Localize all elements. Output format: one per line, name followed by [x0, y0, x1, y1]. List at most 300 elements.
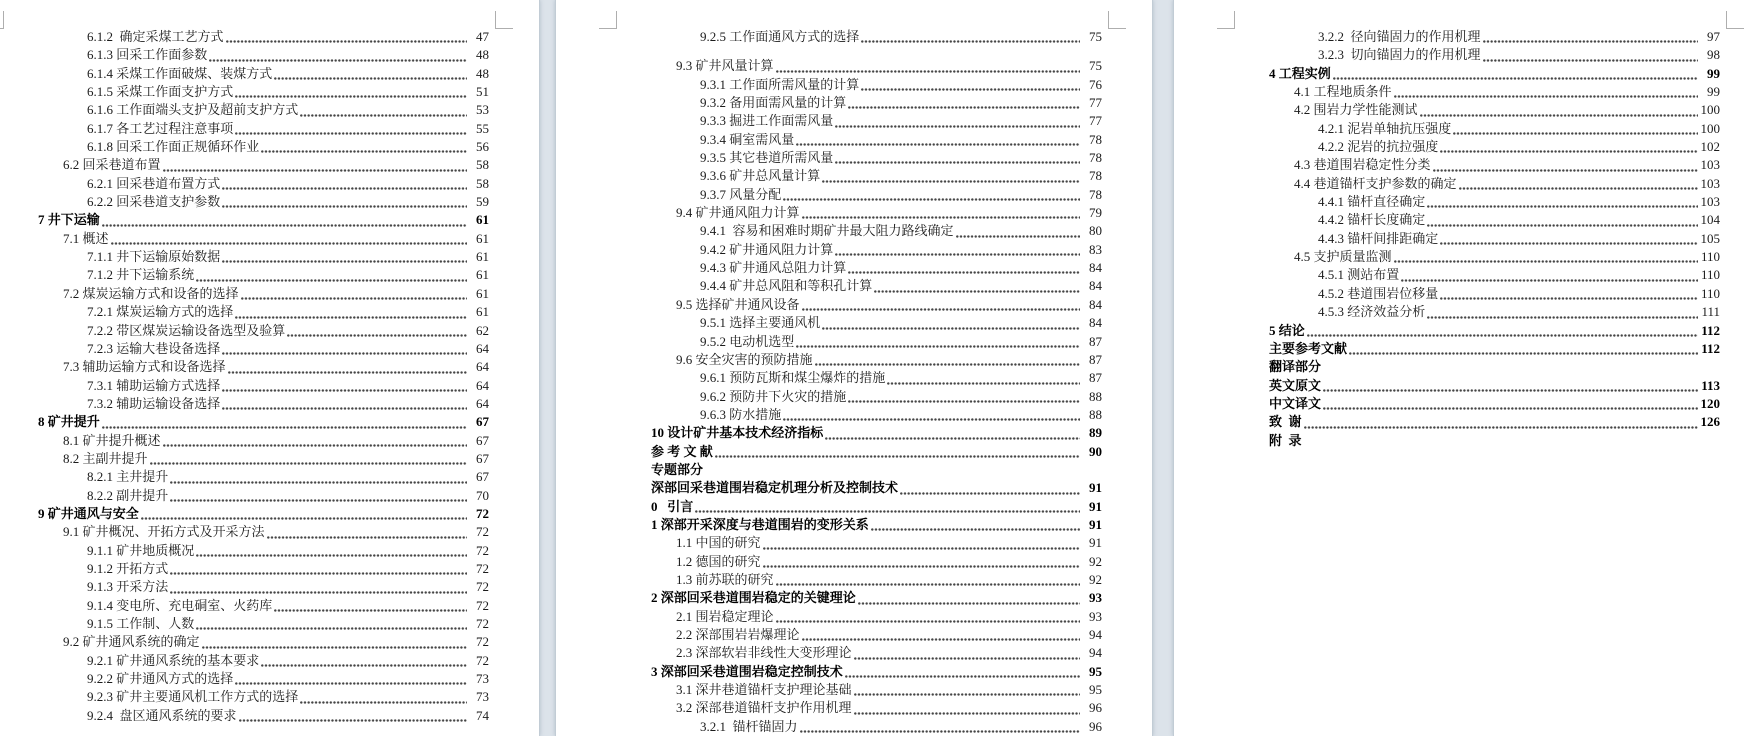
toc-entry-title: 6.1.2 确定采煤工艺方式 [87, 29, 224, 44]
toc-entry[interactable] [1318, 211, 1720, 229]
dot-leader [209, 59, 467, 62]
toc-entry-page-number: 48 [476, 47, 489, 63]
toc-entry[interactable] [676, 296, 1102, 314]
toc-entry[interactable] [1318, 138, 1720, 156]
toc-entry[interactable] [651, 663, 1102, 681]
dot-leader [776, 70, 1080, 73]
toc-entry[interactable] [676, 57, 1102, 75]
toc-entry[interactable] [63, 432, 489, 450]
toc-entry-title: 6.1.4 采煤工作面破煤、装煤方式 [87, 65, 273, 81]
dot-leader [1333, 77, 1698, 80]
toc-entry-page-number: 48 [476, 65, 489, 81]
toc-entry-title: 9.5.1 选择主要通风机 [700, 315, 821, 331]
toc-entry-page-number: 61 [476, 267, 489, 283]
toc-entry-title: 4.5.1 测站布置 [1318, 267, 1400, 283]
toc-entry-title: 4.5 支护质量监测 [1294, 249, 1392, 265]
dot-leader [871, 528, 1080, 531]
toc-entry[interactable] [87, 65, 489, 83]
toc-entry-page-number: 103 [1700, 157, 1720, 173]
dot-leader [235, 95, 467, 98]
toc-entry[interactable] [87, 266, 489, 284]
toc-entry[interactable] [676, 608, 1102, 626]
toc-entry-page-number: 67 [476, 469, 489, 485]
toc-entry-title: 4.2.1 泥岩单轴抗压强度 [1318, 120, 1452, 136]
toc-entry[interactable] [38, 505, 489, 523]
toc-entry-title: 9.2.2 矿井通风方式的选择 [87, 671, 234, 687]
dot-leader [222, 260, 467, 263]
toc-entry-title: 0 引言 [651, 498, 694, 514]
toc-entry[interactable] [676, 553, 1102, 571]
toc-entry[interactable] [87, 597, 489, 615]
toc-entry-title: 7.2 煤炭运输方式和设备的选择 [63, 285, 239, 301]
dot-leader [796, 345, 1080, 348]
toc-entry-title: 4 工程实例 [1269, 65, 1331, 81]
toc-entry[interactable] [87, 468, 489, 486]
dot-leader [274, 77, 467, 80]
toc-entry-title: 9.3.6 矿井总风量计算 [700, 168, 821, 184]
toc-entry[interactable] [1318, 285, 1720, 303]
toc-entry-title: 9.6.3 防水措施 [700, 406, 782, 422]
toc-entry[interactable] [651, 498, 1102, 516]
dot-leader [858, 602, 1080, 605]
margin-crop-mark-top-right-icon [1108, 11, 1126, 29]
toc-entry-title: 9.4.2 矿井通风阻力计算 [700, 241, 834, 257]
toc-entry-page-number: 110 [1700, 267, 1720, 283]
dot-leader [776, 583, 1080, 586]
dot-leader [235, 316, 467, 319]
dot-leader [170, 481, 467, 484]
toc-entry[interactable] [1269, 65, 1720, 83]
toc-entry[interactable] [63, 450, 489, 468]
dot-leader [1483, 40, 1698, 43]
dot-leader [1394, 95, 1698, 98]
toc-entry-page-number: 89 [1089, 425, 1102, 441]
toc-entry-page-number: 61 [476, 249, 489, 265]
toc-entry-page-number: 73 [476, 689, 489, 705]
toc-entry[interactable] [1269, 358, 1720, 376]
toc-entry-page-number: 47 [476, 29, 489, 44]
toc-entry-title: 9.4.4 矿井总风阻和等积孔计算 [700, 278, 873, 294]
toc-entry-page-number: 87 [1089, 333, 1102, 349]
toc-entry[interactable] [1318, 46, 1720, 64]
toc-entry-title: 英文原文 [1269, 377, 1322, 393]
toc-entry-title: 6.2 回采巷道布置 [63, 157, 161, 173]
toc-entry[interactable] [87, 46, 489, 64]
toc-entry-title: 7.3 辅助运输方式和设备选择 [63, 359, 226, 375]
toc-entry[interactable] [651, 589, 1102, 607]
toc-entry[interactable] [700, 369, 1102, 387]
toc-entry-title: 4.2.2 泥岩的抗拉强度 [1318, 139, 1439, 155]
dot-leader [222, 205, 467, 208]
toc-entry-page-number: 93 [1089, 608, 1102, 624]
toc-entry-page-number: 91 [1089, 480, 1102, 496]
toc-entry-page-number: 84 [1089, 278, 1102, 294]
toc-entry-title: 附 录 [1269, 432, 1302, 448]
toc-entry-title: 4.4.3 锚杆间排距确定 [1318, 230, 1439, 246]
toc-entry[interactable] [87, 652, 489, 670]
dot-leader [111, 242, 467, 245]
toc-entry[interactable] [676, 681, 1102, 699]
dot-leader [825, 437, 1080, 440]
toc-entry[interactable] [1294, 175, 1720, 193]
toc-entry[interactable] [87, 615, 489, 633]
dot-leader [796, 143, 1080, 146]
toc-entry-page-number: 93 [1089, 590, 1102, 606]
toc-entry-title: 9.6.1 预防瓦斯和煤尘爆炸的措施 [700, 370, 886, 386]
toc-entry-title: 6.1.7 各工艺过程注意事项 [87, 120, 234, 136]
toc-entry-page-number: 87 [1089, 351, 1102, 367]
dot-leader [783, 198, 1080, 201]
toc-entry[interactable] [87, 101, 489, 119]
document-page-1[interactable] [0, 0, 540, 736]
toc-entry-title: 7.3.1 辅助运输方式选择 [87, 377, 221, 393]
toc-entry[interactable] [87, 670, 489, 688]
toc-entry-title: 8.1 矿井提升概述 [63, 432, 161, 448]
toc-entry[interactable] [651, 424, 1102, 442]
margin-crop-mark-top-right-icon [1726, 11, 1744, 29]
toc-entry[interactable] [87, 120, 489, 138]
toc-entry-title: 4.5.2 巷道围岩位移量 [1318, 285, 1439, 301]
toc-entry-page-number: 79 [1089, 205, 1102, 221]
toc-entry[interactable] [1269, 413, 1720, 431]
toc-entry[interactable] [87, 542, 489, 560]
toc-entry-page-number: 73 [476, 671, 489, 687]
toc-entry-page-number: 100 [1700, 120, 1720, 136]
toc-entry-page-number: 91 [1089, 535, 1102, 551]
toc-entry-title: 1.3 前苏联的研究 [676, 571, 774, 587]
dot-leader [695, 510, 1080, 513]
toc-entry-page-number: 64 [476, 395, 489, 411]
dot-leader [1323, 389, 1698, 392]
toc-entry-title: 3.2.3 切向锚固力的作用机理 [1318, 47, 1481, 63]
toc-entry-page-number: 61 [476, 304, 489, 320]
toc-entry-title: 9.3.5 其它巷道所需风量 [700, 150, 834, 166]
dot-leader [222, 389, 467, 392]
dot-leader [163, 169, 467, 172]
toc-entry[interactable] [1294, 83, 1720, 101]
toc-entry[interactable] [87, 578, 489, 596]
toc-entry-page-number: 112 [1701, 340, 1720, 356]
dot-leader [887, 382, 1080, 385]
toc-entry-page-number: 110 [1700, 285, 1720, 301]
toc-entry[interactable] [700, 186, 1102, 204]
dot-leader [845, 675, 1080, 678]
toc-entry[interactable] [63, 358, 489, 376]
dot-leader [1323, 407, 1698, 410]
toc-entry-title: 6.1.8 回采工作面正规循环作业 [87, 139, 260, 155]
toc-entry-title: 主要参考文献 [1269, 340, 1348, 356]
toc-entry[interactable] [1294, 101, 1720, 119]
toc-entry-page-number: 61 [476, 230, 489, 246]
toc-entry[interactable] [1318, 28, 1720, 46]
toc-entry-title: 2 深部回采巷道围岩稳定的关键理论 [651, 590, 856, 606]
dot-leader [835, 125, 1080, 128]
toc-entry-title: 9.1.3 开采方法 [87, 579, 169, 595]
dot-leader [226, 40, 467, 43]
toc-entry-page-number: 72 [476, 597, 489, 613]
toc-entry[interactable] [87, 138, 489, 156]
toc-entry-title: 8 矿井提升 [38, 414, 100, 430]
toc-entry[interactable] [87, 175, 489, 193]
dot-leader [715, 455, 1080, 458]
toc-entry[interactable] [1318, 120, 1720, 138]
toc-entry[interactable] [1318, 193, 1720, 211]
toc-entry-title: 5 结论 [1269, 322, 1305, 338]
toc-entry-page-number: 113 [1701, 377, 1720, 393]
dot-leader [1459, 187, 1698, 190]
dot-leader [1349, 352, 1698, 355]
toc-entry[interactable] [651, 461, 1102, 479]
toc-entry-title: 9.6.2 预防井下火灾的措施 [700, 388, 847, 404]
toc-entry[interactable] [87, 688, 489, 706]
toc-entry-page-number: 75 [1089, 29, 1102, 44]
toc-entry[interactable] [700, 76, 1102, 94]
toc-entry[interactable] [1269, 432, 1720, 450]
toc-entry[interactable] [87, 28, 489, 46]
toc-entry[interactable] [63, 633, 489, 651]
toc-entry-page-number: 70 [476, 487, 489, 503]
toc-entry-page-number: 110 [1700, 249, 1720, 265]
toc-entry-title: 2.1 围岩稳定理论 [676, 608, 774, 624]
dot-leader [287, 334, 467, 337]
document-page-2[interactable] [555, 0, 1153, 736]
toc-entry[interactable] [38, 211, 489, 229]
toc-entry-page-number: 91 [1089, 516, 1102, 532]
dot-leader [822, 180, 1080, 183]
toc-entry[interactable] [87, 395, 489, 413]
dot-leader [763, 547, 1080, 550]
toc-entry[interactable] [700, 112, 1102, 130]
toc-entry[interactable] [1318, 230, 1720, 248]
toc-entry-page-number: 96 [1089, 700, 1102, 716]
toc-entry[interactable] [87, 707, 489, 725]
dot-leader [222, 407, 467, 410]
toc-entry-title: 3 深部回采巷道围岩稳定控制技术 [651, 663, 843, 679]
toc-entry-page-number: 61 [476, 285, 489, 301]
toc-entry-title: 9.1.5 工作制、人数 [87, 616, 195, 631]
toc-entry-title: 6.1.3 回采工作面参数 [87, 47, 208, 63]
dot-leader [163, 444, 467, 447]
toc-entry[interactable] [700, 241, 1102, 259]
dot-leader [854, 657, 1080, 660]
dot-leader [800, 730, 1080, 733]
toc-entry-page-number: 72 [476, 560, 489, 576]
toc-entry-title: 6.2.2 回采巷道支护参数 [87, 194, 221, 210]
toc-entry[interactable] [700, 718, 1102, 736]
toc-rows-page-2 [556, 28, 1102, 736]
margin-crop-mark-top-left-icon [599, 11, 617, 29]
dot-leader [835, 161, 1080, 164]
dot-leader [274, 609, 467, 612]
dot-leader [222, 187, 467, 190]
toc-entry[interactable] [63, 285, 489, 303]
toc-entry-title: 9.5 选择矿井通风设备 [676, 296, 800, 312]
toc-entry[interactable] [651, 479, 1102, 497]
toc-entry-title: 9.4.3 矿井通风总阻力计算 [700, 260, 847, 276]
dot-leader [1453, 132, 1698, 135]
toc-entry-title: 6.1.6 工作面端头支护及超前支护方式 [87, 102, 299, 118]
toc-entry-page-number: 99 [1707, 84, 1720, 100]
dot-leader [170, 499, 467, 502]
toc-entry-title: 9.3.3 掘进工作面需风量 [700, 113, 834, 129]
dot-leader [848, 271, 1080, 274]
toc-entry[interactable] [63, 523, 489, 541]
toc-entry-title: 3.1 深井巷道锚杆支护理论基础 [676, 682, 852, 698]
toc-entry[interactable] [87, 377, 489, 395]
toc-entry-page-number: 95 [1089, 682, 1102, 698]
toc-entry-title: 3.2.1 锚杆锚固力 [700, 718, 798, 734]
toc-entry[interactable] [87, 487, 489, 505]
toc-entry[interactable] [700, 388, 1102, 406]
toc-entry[interactable] [1269, 377, 1720, 395]
toc-entry-title: 1.1 中国的研究 [676, 535, 761, 551]
toc-entry-title: 9.3.7 风量分配 [700, 186, 782, 202]
toc-entry-title: 1 深部开采深度与巷道围岩的变形关系 [651, 516, 869, 532]
toc-entry-title: 致 谢 [1269, 414, 1302, 430]
toc-entry-page-number: 78 [1089, 186, 1102, 202]
toc-entry-title: 9.2.1 矿井通风系统的基本要求 [87, 652, 260, 668]
dot-leader [874, 290, 1080, 293]
toc-entry-page-number: 87 [1089, 370, 1102, 386]
dot-leader [848, 106, 1080, 109]
toc-entry[interactable] [676, 699, 1102, 717]
toc-entry-title: 7.2.1 煤炭运输方式的选择 [87, 304, 234, 320]
dot-leader [222, 352, 467, 355]
toc-entry[interactable] [1294, 156, 1720, 174]
toc-entry[interactable] [1269, 395, 1720, 413]
toc-entry-page-number: 103 [1700, 194, 1720, 210]
toc-entry-title: 9.6 安全灾害的预防措施 [676, 351, 813, 367]
dot-leader [1401, 279, 1698, 282]
dot-leader [776, 620, 1080, 623]
toc-entry[interactable] [700, 167, 1102, 185]
toc-entry-title: 9.3.2 备用面需风量的计算 [700, 95, 847, 111]
toc-entry-page-number: 58 [476, 157, 489, 173]
toc-entry[interactable] [700, 259, 1102, 277]
toc-entry[interactable] [87, 322, 489, 340]
toc-entry-page-number: 72 [476, 579, 489, 595]
toc-entry[interactable] [63, 230, 489, 248]
toc-entry-title: 9.4 矿井通风阻力计算 [676, 205, 800, 221]
toc-entry-page-number: 61 [476, 212, 489, 228]
toc-entry-title: 9.3.4 硐室需风量 [700, 131, 795, 147]
toc-entry[interactable] [676, 571, 1102, 589]
toc-entry[interactable] [1318, 303, 1720, 321]
toc-entry-title: 9.1 矿井概况、开拓方式及开采方法 [63, 524, 265, 540]
toc-entry-page-number: 53 [476, 102, 489, 118]
toc-entry-page-number: 80 [1089, 223, 1102, 239]
toc-entry-page-number: 84 [1089, 260, 1102, 276]
dot-leader [1440, 297, 1698, 300]
dot-leader [239, 719, 467, 722]
toc-entry-page-number: 64 [476, 377, 489, 393]
toc-entry[interactable] [676, 351, 1102, 369]
toc-entry[interactable] [63, 156, 489, 174]
toc-entry-title: 10 设计矿井基本技术经济指标 [651, 425, 824, 441]
dot-leader [1483, 59, 1698, 62]
toc-entry[interactable] [38, 413, 489, 431]
document-page-3[interactable] [1173, 0, 1746, 736]
toc-entry[interactable] [700, 222, 1102, 240]
toc-entry[interactable] [676, 626, 1102, 644]
dot-leader [815, 363, 1080, 366]
toc-entry-page-number: 84 [1089, 296, 1102, 312]
toc-entry-title: 1.2 德国的研究 [676, 553, 761, 569]
toc-entry-page-number: 92 [1089, 553, 1102, 569]
toc-entry[interactable] [87, 248, 489, 266]
dot-leader [822, 327, 1080, 330]
dot-leader [141, 517, 467, 520]
toc-entry[interactable] [700, 314, 1102, 332]
dot-leader [202, 646, 467, 649]
toc-entry-title: 4.1 工程地质条件 [1294, 84, 1392, 100]
toc-entry-title: 3.2 深部巷道锚杆支护作用机理 [676, 700, 852, 716]
toc-entry[interactable] [676, 644, 1102, 662]
dot-leader [802, 638, 1080, 641]
margin-crop-mark-top-left-icon [1217, 11, 1235, 29]
toc-entry[interactable] [1269, 340, 1720, 358]
toc-entry-title: 9.4.1 容易和困难时期矿井最大阻力路线确定 [700, 223, 954, 239]
dot-leader [1394, 260, 1698, 263]
toc-entry[interactable] [700, 94, 1102, 112]
dot-leader [102, 426, 467, 429]
toc-entry-page-number: 83 [1089, 241, 1102, 257]
toc-entry-title: 9.2.4 盘区通风系统的要求 [87, 707, 237, 723]
toc-entry-title: 7.3.2 辅助运输设备选择 [87, 395, 221, 411]
toc-entry[interactable] [676, 534, 1102, 552]
toc-entry-page-number: 72 [476, 652, 489, 668]
toc-entry[interactable] [87, 193, 489, 211]
toc-entry-page-number: 72 [476, 542, 489, 558]
toc-entry[interactable] [87, 340, 489, 358]
toc-entry-title: 4.2 围岩力学性能测试 [1294, 102, 1418, 118]
toc-entry-page-number: 102 [1700, 139, 1720, 155]
toc-entry-title: 7.1.1 井下运输原始数据 [87, 249, 221, 265]
toc-entry[interactable] [700, 28, 1102, 46]
toc-entry-page-number: 105 [1700, 230, 1720, 246]
toc-entry-title: 2.3 深部软岩非线性大变形理论 [676, 645, 852, 661]
toc-entry[interactable] [87, 83, 489, 101]
dot-leader [196, 279, 467, 282]
toc-entry[interactable] [87, 303, 489, 321]
toc-entry[interactable] [1318, 266, 1720, 284]
toc-entry-page-number: 67 [476, 450, 489, 466]
dot-leader [802, 308, 1080, 311]
toc-entry[interactable] [700, 333, 1102, 351]
dot-leader [861, 88, 1080, 91]
toc-entry-page-number: 120 [1700, 395, 1720, 411]
toc-entry[interactable] [676, 204, 1102, 222]
toc-entry[interactable] [1269, 322, 1720, 340]
toc-entry[interactable] [1294, 248, 1720, 266]
toc-entry[interactable] [700, 131, 1102, 149]
toc-entry-title: 8.2.1 主井提升 [87, 469, 169, 485]
toc-entry[interactable] [651, 443, 1102, 461]
toc-entry-title: 6.2.1 回采巷道布置方式 [87, 175, 221, 191]
toc-entry[interactable] [700, 406, 1102, 424]
toc-entry[interactable] [700, 277, 1102, 295]
toc-entry-title: 7.1.2 井下运输系统 [87, 267, 195, 283]
toc-entry[interactable] [87, 560, 489, 578]
toc-entry-title: 9.1.1 矿井地质概况 [87, 542, 195, 558]
toc-entry-page-number: 104 [1700, 212, 1720, 228]
dot-leader [861, 40, 1080, 43]
toc-entry[interactable] [700, 149, 1102, 167]
toc-entry-page-number: 55 [476, 120, 489, 136]
dot-leader [848, 400, 1080, 403]
toc-entry[interactable] [651, 516, 1102, 534]
toc-entry-title: 9.2.5 工作面通风方式的选择 [700, 29, 860, 44]
